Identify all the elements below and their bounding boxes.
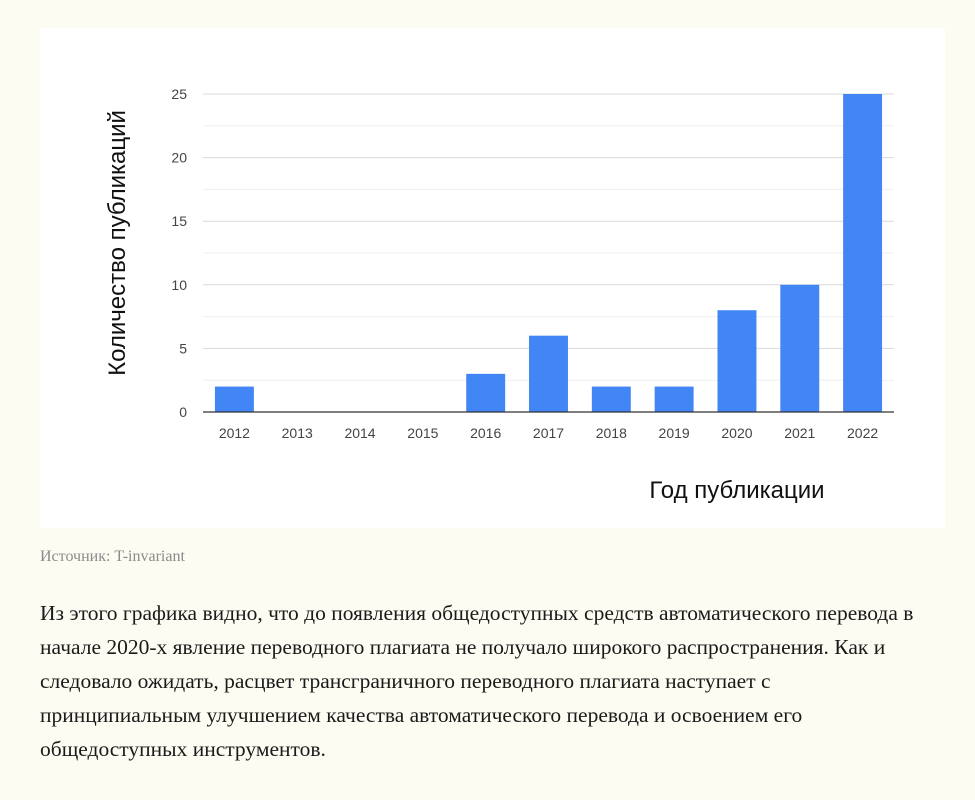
bar-2018 (592, 387, 631, 412)
x-axis-label: Год публикации (649, 477, 825, 504)
bar-2016 (466, 374, 505, 412)
x-tick-label: 2020 (721, 425, 753, 441)
y-tick-label: 20 (171, 149, 187, 166)
x-tick-label: 2019 (658, 425, 690, 441)
bar-2020 (717, 310, 756, 412)
figure-caption: Источник: T-invariant (40, 548, 185, 565)
x-tick-label: 2013 (281, 425, 313, 441)
y-tick-label: 10 (171, 276, 187, 293)
x-tick-label: 2021 (784, 425, 816, 441)
y-tick-label: 5 (179, 340, 187, 357)
bar-2017 (529, 336, 568, 412)
x-tick-label: 2015 (407, 425, 439, 441)
y-tick-labels (171, 86, 187, 420)
x-tick-labels (219, 425, 879, 441)
y-axis-label: Количество публикаций (104, 110, 131, 376)
x-tick-label: 2022 (847, 425, 879, 441)
x-tick-label: 2014 (344, 425, 376, 441)
bar-chart (40, 28, 945, 528)
bar-2022 (843, 94, 882, 412)
y-tick-label: 25 (171, 86, 187, 102)
x-tick-label: 2016 (470, 425, 502, 441)
x-tick-label: 2017 (532, 425, 565, 441)
x-tick-label: 2012 (218, 425, 250, 441)
y-tick-label: 15 (171, 213, 187, 230)
chart-figure (40, 28, 945, 528)
bar-2012 (215, 387, 254, 412)
article-paragraph: Из этого графика видно, что до появления общедоступных средств автоматического перевода в начале 2020-х явление переводного плагиата не получало широкого распространения. Как и следовало ожидать, расцвет трансграничного переводного плагиата наступает с принципиальным улучшением качества автоматического перевода и освоением его общедоступных инструментов. (40, 601, 914, 761)
y-tick-label: 0 (179, 404, 187, 420)
x-tick-label: 2018 (595, 425, 627, 441)
bar-2021 (780, 285, 819, 412)
bar-2019 (655, 387, 694, 412)
